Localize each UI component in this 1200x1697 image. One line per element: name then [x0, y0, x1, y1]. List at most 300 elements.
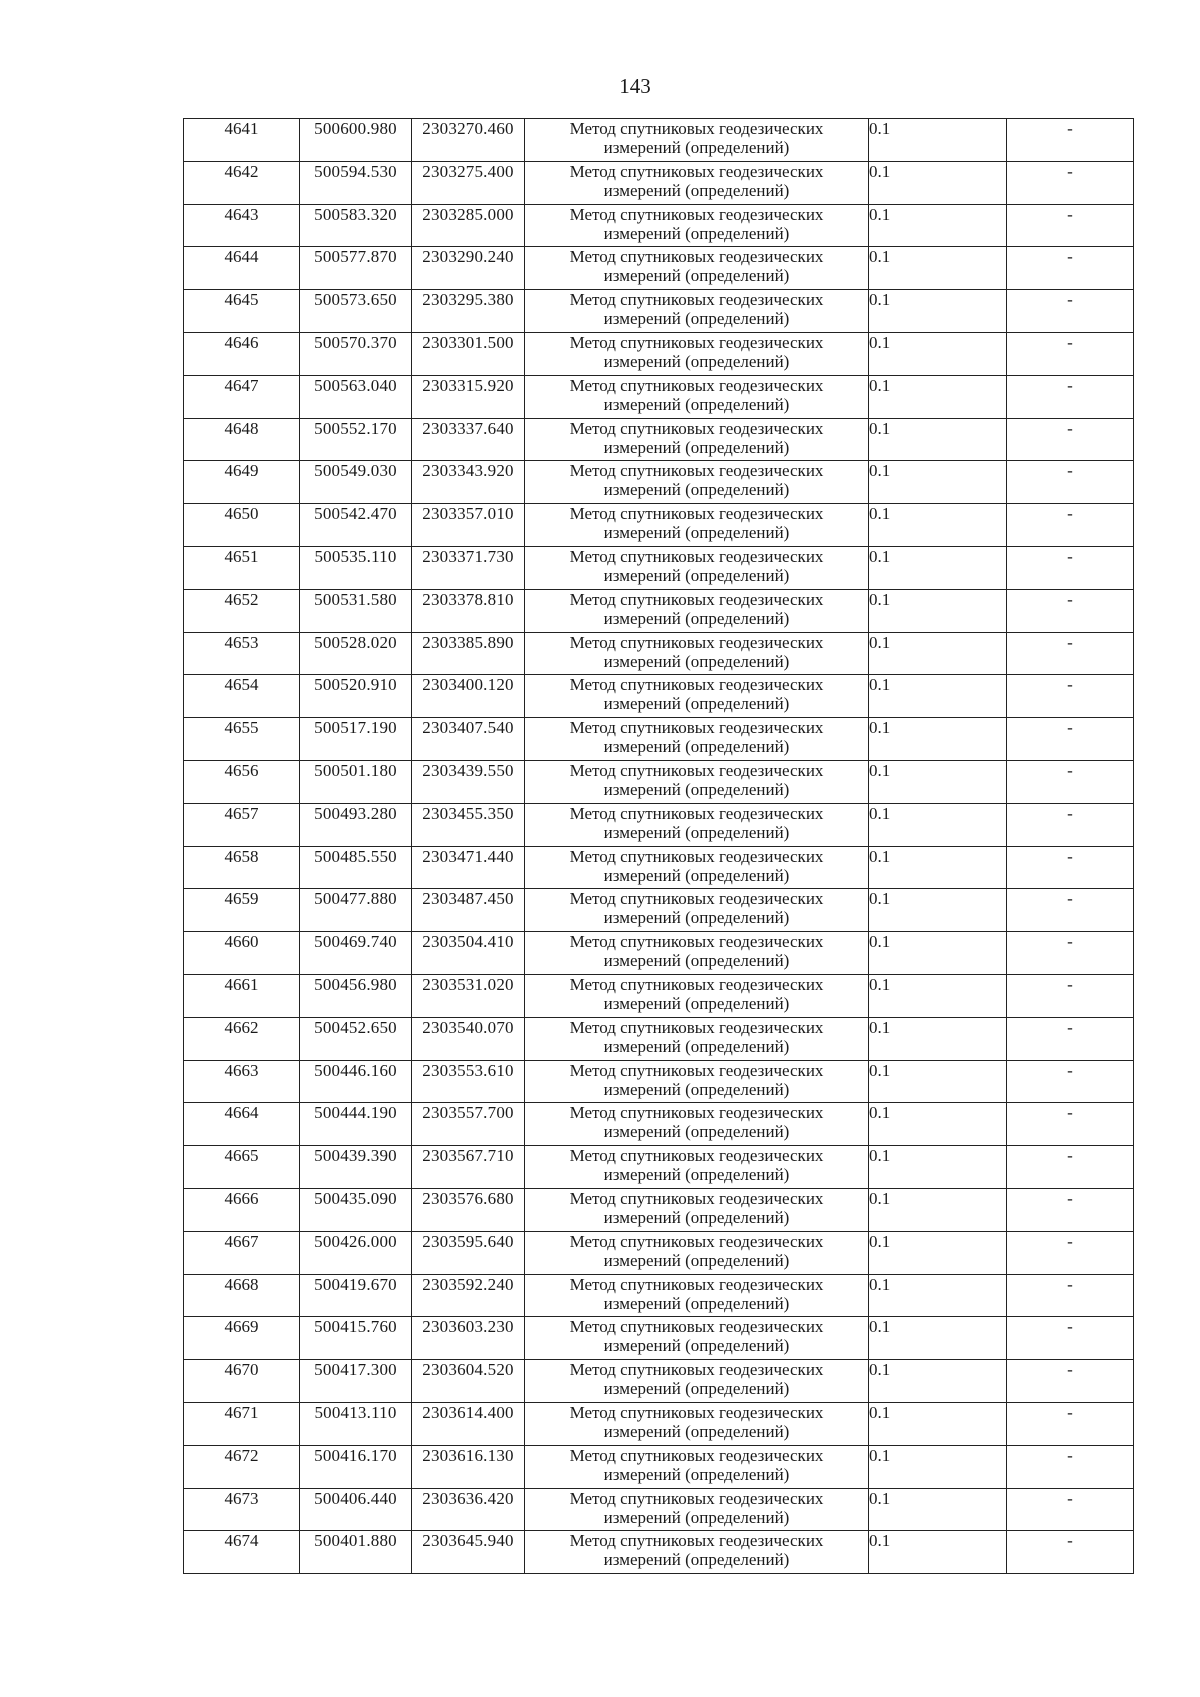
accuracy-cell: 0.1 — [869, 589, 1007, 632]
method-line-2: измерений (определений) — [603, 1464, 790, 1484]
method-cell — [525, 461, 869, 504]
table-row — [184, 932, 1134, 975]
method-cell — [525, 418, 869, 461]
method-cell — [525, 119, 869, 162]
extra-cell: - — [1007, 332, 1134, 375]
method-line-2: измерений (определений) — [603, 1550, 790, 1570]
table-row — [184, 1445, 1134, 1488]
method-line-2: измерений (определений) — [603, 1165, 790, 1185]
accuracy-cell: 0.1 — [869, 418, 1007, 461]
table-row — [184, 1402, 1134, 1445]
method-line-2: измерений (определений) — [603, 437, 790, 457]
x-coordinate-cell: 500419.670 — [300, 1274, 412, 1317]
extra-cell: - — [1007, 504, 1134, 547]
method-line-2: измерений (определений) — [603, 779, 790, 799]
table-row — [184, 504, 1134, 547]
table-row — [184, 461, 1134, 504]
x-coordinate-cell: 500426.000 — [300, 1231, 412, 1274]
table-row — [184, 889, 1134, 932]
extra-cell: - — [1007, 290, 1134, 333]
extra-cell: - — [1007, 1488, 1134, 1531]
point-number-cell: 4649 — [184, 461, 300, 504]
y-coordinate-cell: 2303614.400 — [412, 1402, 525, 1445]
method-line-1: Метод спутниковых геодезических — [569, 1146, 824, 1166]
x-coordinate-cell: 500456.980 — [300, 974, 412, 1017]
extra-cell: - — [1007, 1445, 1134, 1488]
method-line-1: Метод спутниковых геодезических — [569, 1488, 824, 1508]
accuracy-cell: 0.1 — [869, 1146, 1007, 1189]
method-line-1: Метод спутниковых геодезических — [569, 1402, 824, 1422]
y-coordinate-cell: 2303471.440 — [412, 846, 525, 889]
accuracy-cell: 0.1 — [869, 1231, 1007, 1274]
method-line-2: измерений (определений) — [603, 1293, 790, 1313]
y-coordinate-cell: 2303504.410 — [412, 932, 525, 975]
table-row — [184, 1231, 1134, 1274]
table-row — [184, 1488, 1134, 1531]
extra-cell: - — [1007, 589, 1134, 632]
extra-cell: - — [1007, 1274, 1134, 1317]
accuracy-cell: 0.1 — [869, 1103, 1007, 1146]
y-coordinate-cell: 2303540.070 — [412, 1017, 525, 1060]
table-row — [184, 803, 1134, 846]
accuracy-cell: 0.1 — [869, 1531, 1007, 1574]
x-coordinate-cell: 500446.160 — [300, 1060, 412, 1103]
method-line-2: измерений (определений) — [603, 565, 790, 585]
table-row — [184, 290, 1134, 333]
method-line-1: Метод спутниковых геодезических — [569, 1360, 824, 1380]
y-coordinate-cell: 2303385.890 — [412, 632, 525, 675]
accuracy-cell: 0.1 — [869, 974, 1007, 1017]
table-row — [184, 1103, 1134, 1146]
method-line-1: Метод спутниковых геодезических — [569, 461, 824, 481]
extra-cell: - — [1007, 1317, 1134, 1360]
x-coordinate-cell: 500573.650 — [300, 290, 412, 333]
accuracy-cell: 0.1 — [869, 204, 1007, 247]
table-row — [184, 1360, 1134, 1403]
accuracy-cell: 0.1 — [869, 247, 1007, 290]
x-coordinate-cell: 500469.740 — [300, 932, 412, 975]
method-cell — [525, 1188, 869, 1231]
method-line-2: измерений (определений) — [603, 608, 790, 628]
point-number-cell: 4646 — [184, 332, 300, 375]
point-number-cell: 4658 — [184, 846, 300, 889]
y-coordinate-cell: 2303576.680 — [412, 1188, 525, 1231]
x-coordinate-cell: 500535.110 — [300, 546, 412, 589]
table-row — [184, 375, 1134, 418]
point-number-cell: 4663 — [184, 1060, 300, 1103]
extra-cell: - — [1007, 247, 1134, 290]
method-cell — [525, 546, 869, 589]
accuracy-cell: 0.1 — [869, 803, 1007, 846]
method-cell — [525, 247, 869, 290]
method-line-1: Метод спутниковых геодезических — [569, 889, 824, 909]
accuracy-cell: 0.1 — [869, 461, 1007, 504]
method-line-1: Метод спутниковых геодезических — [569, 247, 824, 267]
method-line-1: Метод спутниковых геодезических — [569, 760, 824, 780]
table-row — [184, 204, 1134, 247]
method-line-2: измерений (определений) — [603, 1421, 790, 1441]
point-number-cell: 4653 — [184, 632, 300, 675]
extra-cell: - — [1007, 1060, 1134, 1103]
point-number-cell: 4660 — [184, 932, 300, 975]
method-line-1: Метод спутниковых геодезических — [569, 1188, 824, 1208]
x-coordinate-cell: 500552.170 — [300, 418, 412, 461]
method-cell — [525, 161, 869, 204]
coordinates-table — [183, 118, 1134, 1574]
page-number: 143 — [619, 74, 651, 98]
x-coordinate-cell: 500542.470 — [300, 504, 412, 547]
table-row — [184, 1017, 1134, 1060]
point-number-cell: 4670 — [184, 1360, 300, 1403]
method-line-1: Метод спутниковых геодезических — [569, 290, 824, 310]
y-coordinate-cell: 2303487.450 — [412, 889, 525, 932]
table-row — [184, 119, 1134, 162]
accuracy-cell: 0.1 — [869, 1060, 1007, 1103]
extra-cell: - — [1007, 546, 1134, 589]
method-line-2: измерений (определений) — [603, 394, 790, 414]
method-line-1: Метод спутниковых геодезических — [569, 1274, 824, 1294]
x-coordinate-cell: 500563.040 — [300, 375, 412, 418]
method-cell — [525, 375, 869, 418]
method-line-1: Метод спутниковых геодезических — [569, 974, 824, 994]
table-row — [184, 846, 1134, 889]
y-coordinate-cell: 2303270.460 — [412, 119, 525, 162]
y-coordinate-cell: 2303595.640 — [412, 1231, 525, 1274]
accuracy-cell: 0.1 — [869, 1445, 1007, 1488]
method-line-2: измерений (определений) — [603, 309, 790, 329]
method-line-1: Метод спутниковых геодезических — [569, 932, 824, 952]
point-number-cell: 4674 — [184, 1531, 300, 1574]
point-number-cell: 4662 — [184, 1017, 300, 1060]
y-coordinate-cell: 2303553.610 — [412, 1060, 525, 1103]
x-coordinate-cell: 500570.370 — [300, 332, 412, 375]
method-line-1: Метод спутниковых геодезических — [569, 1103, 824, 1123]
method-line-2: измерений (определений) — [603, 651, 790, 671]
x-coordinate-cell: 500452.650 — [300, 1017, 412, 1060]
method-cell — [525, 974, 869, 1017]
extra-cell: - — [1007, 803, 1134, 846]
method-line-1: Метод спутниковых геодезических — [569, 1231, 824, 1251]
table-row — [184, 589, 1134, 632]
extra-cell: - — [1007, 932, 1134, 975]
method-line-1: Метод спутниковых геодезических — [569, 332, 824, 352]
extra-cell: - — [1007, 846, 1134, 889]
method-cell — [525, 1274, 869, 1317]
method-line-2: измерений (определений) — [603, 180, 790, 200]
point-number-cell: 4651 — [184, 546, 300, 589]
x-coordinate-cell: 500531.580 — [300, 589, 412, 632]
extra-cell: - — [1007, 675, 1134, 718]
y-coordinate-cell: 2303645.940 — [412, 1531, 525, 1574]
method-cell — [525, 1445, 869, 1488]
y-coordinate-cell: 2303557.700 — [412, 1103, 525, 1146]
table-row — [184, 546, 1134, 589]
point-number-cell: 4655 — [184, 718, 300, 761]
extra-cell: - — [1007, 718, 1134, 761]
accuracy-cell: 0.1 — [869, 1188, 1007, 1231]
point-number-cell: 4668 — [184, 1274, 300, 1317]
method-line-2: измерений (определений) — [603, 822, 790, 842]
extra-cell: - — [1007, 632, 1134, 675]
accuracy-cell: 0.1 — [869, 846, 1007, 889]
accuracy-cell: 0.1 — [869, 1488, 1007, 1531]
point-number-cell: 4644 — [184, 247, 300, 290]
x-coordinate-cell: 500415.760 — [300, 1317, 412, 1360]
method-line-1: Метод спутниковых геодезических — [569, 119, 824, 138]
extra-cell: - — [1007, 1402, 1134, 1445]
table-row — [184, 974, 1134, 1017]
y-coordinate-cell: 2303407.540 — [412, 718, 525, 761]
y-coordinate-cell: 2303343.920 — [412, 461, 525, 504]
method-line-1: Метод спутниковых геодезических — [569, 375, 824, 395]
y-coordinate-cell: 2303290.240 — [412, 247, 525, 290]
method-line-1: Метод спутниковых геодезических — [569, 589, 824, 609]
table-row — [184, 161, 1134, 204]
accuracy-cell: 0.1 — [869, 1360, 1007, 1403]
method-line-1: Метод спутниковых геодезических — [569, 803, 824, 823]
x-coordinate-cell: 500528.020 — [300, 632, 412, 675]
y-coordinate-cell: 2303567.710 — [412, 1146, 525, 1189]
method-cell — [525, 932, 869, 975]
point-number-cell: 4657 — [184, 803, 300, 846]
accuracy-cell: 0.1 — [869, 161, 1007, 204]
table-row — [184, 1317, 1134, 1360]
accuracy-cell: 0.1 — [869, 675, 1007, 718]
extra-cell: - — [1007, 974, 1134, 1017]
accuracy-cell: 0.1 — [869, 1274, 1007, 1317]
method-line-2: измерений (определений) — [603, 737, 790, 757]
y-coordinate-cell: 2303378.810 — [412, 589, 525, 632]
x-coordinate-cell: 500401.880 — [300, 1531, 412, 1574]
y-coordinate-cell: 2303455.350 — [412, 803, 525, 846]
accuracy-cell: 0.1 — [869, 1317, 1007, 1360]
method-line-2: измерений (определений) — [603, 694, 790, 714]
method-line-1: Метод спутниковых геодезических — [569, 418, 824, 438]
method-line-2: измерений (определений) — [603, 1336, 790, 1356]
method-line-1: Метод спутниковых геодезических — [569, 632, 824, 652]
table-row — [184, 1060, 1134, 1103]
method-line-2: измерений (определений) — [603, 351, 790, 371]
y-coordinate-cell: 2303603.230 — [412, 1317, 525, 1360]
accuracy-cell: 0.1 — [869, 1017, 1007, 1060]
accuracy-cell: 0.1 — [869, 632, 1007, 675]
point-number-cell: 4648 — [184, 418, 300, 461]
method-cell — [525, 1402, 869, 1445]
method-cell — [525, 290, 869, 333]
method-cell — [525, 1060, 869, 1103]
accuracy-cell: 0.1 — [869, 290, 1007, 333]
x-coordinate-cell: 500417.300 — [300, 1360, 412, 1403]
method-line-1: Метод спутниковых геодезических — [569, 504, 824, 524]
x-coordinate-cell: 500416.170 — [300, 1445, 412, 1488]
x-coordinate-cell: 500493.280 — [300, 803, 412, 846]
y-coordinate-cell: 2303371.730 — [412, 546, 525, 589]
method-line-1: Метод спутниковых геодезических — [569, 675, 824, 695]
table-row — [184, 247, 1134, 290]
x-coordinate-cell: 500485.550 — [300, 846, 412, 889]
x-coordinate-cell: 500549.030 — [300, 461, 412, 504]
point-number-cell: 4659 — [184, 889, 300, 932]
x-coordinate-cell: 500577.870 — [300, 247, 412, 290]
point-number-cell: 4652 — [184, 589, 300, 632]
method-cell — [525, 504, 869, 547]
extra-cell: - — [1007, 760, 1134, 803]
x-coordinate-cell: 500477.880 — [300, 889, 412, 932]
y-coordinate-cell: 2303295.380 — [412, 290, 525, 333]
x-coordinate-cell: 500583.320 — [300, 204, 412, 247]
point-number-cell: 4661 — [184, 974, 300, 1017]
point-number-cell: 4645 — [184, 290, 300, 333]
table-row — [184, 418, 1134, 461]
method-cell — [525, 589, 869, 632]
point-number-cell: 4671 — [184, 1402, 300, 1445]
method-line-1: Метод спутниковых геодезических — [569, 161, 824, 181]
point-number-cell: 4669 — [184, 1317, 300, 1360]
accuracy-cell: 0.1 — [869, 932, 1007, 975]
method-line-2: измерений (определений) — [603, 1036, 790, 1056]
x-coordinate-cell: 500439.390 — [300, 1146, 412, 1189]
extra-cell: - — [1007, 1360, 1134, 1403]
y-coordinate-cell: 2303301.500 — [412, 332, 525, 375]
x-coordinate-cell: 500413.110 — [300, 1402, 412, 1445]
extra-cell: - — [1007, 161, 1134, 204]
accuracy-cell: 0.1 — [869, 375, 1007, 418]
x-coordinate-cell: 500600.980 — [300, 119, 412, 162]
method-line-1: Метод спутниковых геодезических — [569, 1060, 824, 1080]
method-line-2: измерений (определений) — [603, 138, 790, 157]
accuracy-cell: 0.1 — [869, 889, 1007, 932]
method-cell — [525, 1531, 869, 1574]
accuracy-cell: 0.1 — [869, 1402, 1007, 1445]
method-line-2: измерений (определений) — [603, 993, 790, 1013]
point-number-cell: 4666 — [184, 1188, 300, 1231]
table-row — [184, 1146, 1134, 1189]
accuracy-cell: 0.1 — [869, 504, 1007, 547]
y-coordinate-cell: 2303275.400 — [412, 161, 525, 204]
method-line-2: измерений (определений) — [603, 1379, 790, 1399]
x-coordinate-cell: 500435.090 — [300, 1188, 412, 1231]
method-cell — [525, 1146, 869, 1189]
method-cell — [525, 718, 869, 761]
method-cell — [525, 760, 869, 803]
point-number-cell: 4647 — [184, 375, 300, 418]
method-line-2: измерений (определений) — [603, 908, 790, 928]
y-coordinate-cell: 2303604.520 — [412, 1360, 525, 1403]
method-line-2: измерений (определений) — [603, 1122, 790, 1142]
table-row — [184, 332, 1134, 375]
x-coordinate-cell: 500517.190 — [300, 718, 412, 761]
method-cell — [525, 803, 869, 846]
extra-cell: - — [1007, 1231, 1134, 1274]
accuracy-cell: 0.1 — [869, 332, 1007, 375]
method-line-2: измерений (определений) — [603, 1507, 790, 1527]
y-coordinate-cell: 2303616.130 — [412, 1445, 525, 1488]
method-line-1: Метод спутниковых геодезических — [569, 1445, 824, 1465]
method-cell — [525, 889, 869, 932]
table-row — [184, 1274, 1134, 1317]
method-line-1: Метод спутниковых геодезических — [569, 1531, 824, 1551]
method-line-2: измерений (определений) — [603, 1207, 790, 1227]
method-cell — [525, 675, 869, 718]
point-number-cell: 4665 — [184, 1146, 300, 1189]
method-cell — [525, 1488, 869, 1531]
method-line-2: измерений (определений) — [603, 223, 790, 243]
x-coordinate-cell: 500444.190 — [300, 1103, 412, 1146]
method-line-2: измерений (определений) — [603, 523, 790, 543]
extra-cell: - — [1007, 119, 1134, 162]
method-cell — [525, 1103, 869, 1146]
method-line-2: измерений (определений) — [603, 1250, 790, 1270]
point-number-cell: 4643 — [184, 204, 300, 247]
point-number-cell: 4672 — [184, 1445, 300, 1488]
y-coordinate-cell: 2303337.640 — [412, 418, 525, 461]
table-row — [184, 675, 1134, 718]
method-line-1: Метод спутниковых геодезических — [569, 846, 824, 866]
y-coordinate-cell: 2303592.240 — [412, 1274, 525, 1317]
extra-cell: - — [1007, 1146, 1134, 1189]
point-number-cell: 4664 — [184, 1103, 300, 1146]
x-coordinate-cell: 500501.180 — [300, 760, 412, 803]
table-row — [184, 632, 1134, 675]
method-line-1: Метод спутниковых геодезических — [569, 718, 824, 738]
method-line-2: измерений (определений) — [603, 865, 790, 885]
table-row — [184, 760, 1134, 803]
extra-cell: - — [1007, 1103, 1134, 1146]
method-cell — [525, 1317, 869, 1360]
accuracy-cell: 0.1 — [869, 546, 1007, 589]
point-number-cell: 4642 — [184, 161, 300, 204]
method-line-1: Метод спутниковых геодезических — [569, 204, 824, 224]
method-line-2: измерений (определений) — [603, 951, 790, 971]
method-cell — [525, 632, 869, 675]
extra-cell: - — [1007, 889, 1134, 932]
accuracy-cell: 0.1 — [869, 119, 1007, 162]
x-coordinate-cell: 500594.530 — [300, 161, 412, 204]
method-line-1: Метод спутниковых геодезических — [569, 1317, 824, 1337]
y-coordinate-cell: 2303400.120 — [412, 675, 525, 718]
point-number-cell: 4641 — [184, 119, 300, 162]
method-cell — [525, 846, 869, 889]
method-cell — [525, 332, 869, 375]
y-coordinate-cell: 2303285.000 — [412, 204, 525, 247]
point-number-cell: 4654 — [184, 675, 300, 718]
method-cell — [525, 1231, 869, 1274]
method-cell — [525, 1017, 869, 1060]
x-coordinate-cell: 500406.440 — [300, 1488, 412, 1531]
table-body — [184, 119, 1134, 1574]
table-row — [184, 718, 1134, 761]
method-cell — [525, 204, 869, 247]
method-line-2: измерений (определений) — [603, 1079, 790, 1099]
extra-cell: - — [1007, 461, 1134, 504]
method-line-2: измерений (определений) — [603, 480, 790, 500]
y-coordinate-cell: 2303531.020 — [412, 974, 525, 1017]
extra-cell: - — [1007, 1188, 1134, 1231]
extra-cell: - — [1007, 1531, 1134, 1574]
method-line-2: измерений (определений) — [603, 266, 790, 286]
y-coordinate-cell: 2303315.920 — [412, 375, 525, 418]
point-number-cell: 4673 — [184, 1488, 300, 1531]
y-coordinate-cell: 2303439.550 — [412, 760, 525, 803]
table-row — [184, 1188, 1134, 1231]
extra-cell: - — [1007, 204, 1134, 247]
y-coordinate-cell: 2303357.010 — [412, 504, 525, 547]
point-number-cell: 4656 — [184, 760, 300, 803]
extra-cell: - — [1007, 375, 1134, 418]
method-line-1: Метод спутниковых геодезических — [569, 1017, 824, 1037]
point-number-cell: 4667 — [184, 1231, 300, 1274]
extra-cell: - — [1007, 418, 1134, 461]
